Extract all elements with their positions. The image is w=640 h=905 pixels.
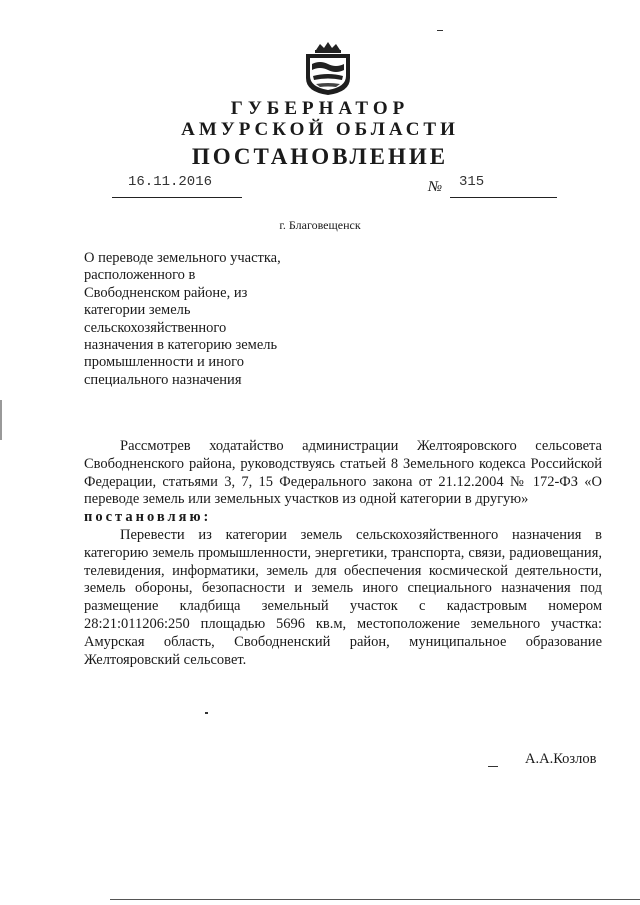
subject-line: промышленности и иного: [84, 354, 245, 371]
number-sign: №: [428, 179, 443, 195]
signature-name: А.А.Козлов: [525, 751, 597, 767]
subject-block: [84, 250, 344, 389]
date-underline: [112, 197, 242, 198]
scan-bottom-edge: [110, 899, 640, 900]
decision-paragraph: Перевести из категории земель сельскохозяйственного назначения в категорию земель промышленности, энергетики, транспорта, связи, радиовещания, телевидения, информатики, земель для обеспечения космической деятельности, земель обороны, безопасности и земель иного специального назначения под размещение кладбища земельный участок с кадастровым номером 28:21:011206:250 площадью 5696 кв.м, местоположение земельного участка: Амурская область, Свободненский район, муниципальное образование Желтояровский сельсовет.: [84, 526, 602, 668]
subject-line: Свободненском районе, из: [84, 284, 248, 301]
subject-line: специального назначения: [84, 371, 242, 388]
resolve-word: постановляю:: [84, 509, 212, 526]
number-underline: [450, 197, 557, 198]
scan-speck: [205, 712, 208, 714]
city-name: г. Благовещенск: [279, 218, 361, 232]
scan-speck: [488, 766, 498, 767]
subject-line: О переводе земельного участка,: [84, 250, 281, 266]
subject-line: категории земель: [84, 302, 191, 319]
region-title: АМУРСКОЙ ОБЛАСТИ: [181, 119, 459, 140]
subject-line: расположенного в: [84, 267, 196, 284]
preamble-paragraph: Рассмотрев ходатайство администрации Желтояровского сельсовета Свободненского района, руководствуясь статьей 8 Земельного кодекса Российской Федерации, статьями 3, 7, 15 Федерального закона от 21.12.2004 № 172-ФЗ «О переводе земель или земельных участков из одной категории в другую»: [84, 438, 602, 508]
subject-line: назначения в категорию земель: [84, 337, 278, 354]
document-date: 16.11.2016: [128, 174, 213, 190]
scan-speck: [437, 30, 443, 31]
document-body: [84, 438, 602, 669]
governor-title: ГУБЕРНАТОР: [230, 98, 410, 119]
document-number: 315: [459, 174, 485, 190]
subject-line: сельскохозяйственного: [84, 319, 227, 336]
scan-edge-mark: [0, 400, 2, 440]
document-type: ПОСТАНОВЛЕНИЕ: [191, 144, 449, 169]
coat-of-arms-icon: [302, 40, 354, 96]
